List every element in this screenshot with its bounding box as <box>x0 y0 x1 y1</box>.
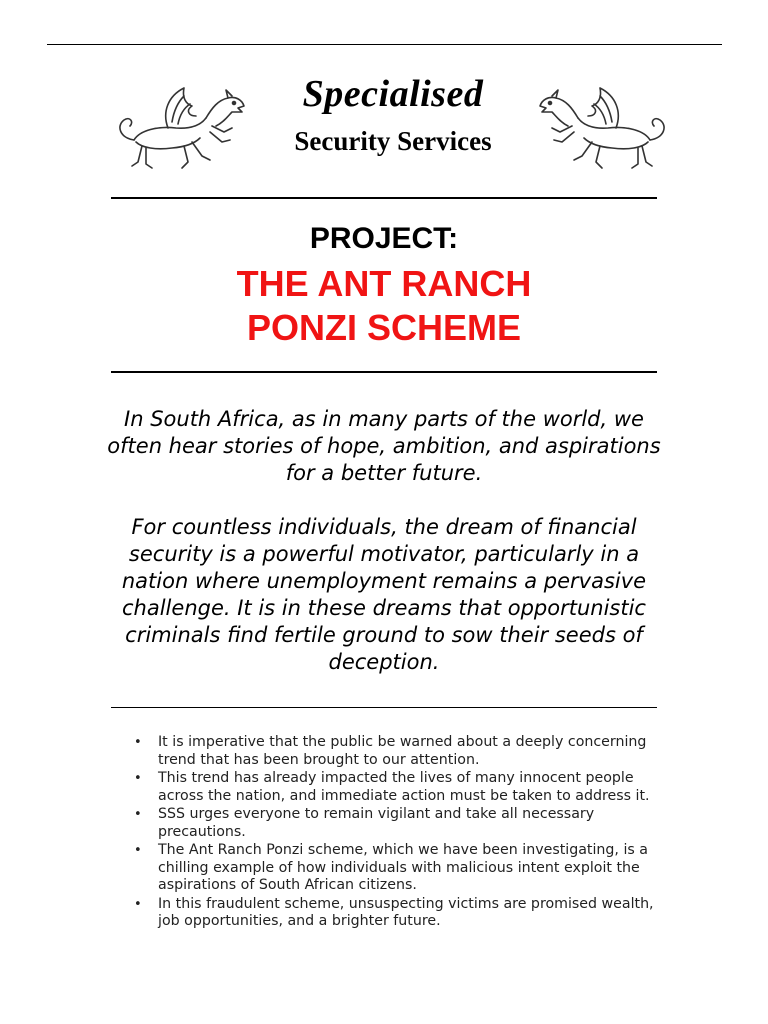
intro-paragraph: In South Africa, as in many parts of the world, we often hear stories of hope, ambition, and aspirations for a better future. <box>107 407 661 485</box>
intro-text <box>100 406 668 703</box>
bullet-list <box>130 734 660 932</box>
griffin-icon <box>112 82 254 172</box>
divider <box>111 371 657 373</box>
bullet-icon: • <box>134 896 142 912</box>
griffin-icon <box>530 82 672 172</box>
divider <box>111 707 657 708</box>
logo-subtitle: Security Services <box>294 126 492 156</box>
project-label: PROJECT: <box>309 222 459 255</box>
divider <box>111 197 657 199</box>
logo-title: Specialised <box>302 73 484 115</box>
title-line-1: THE ANT RANCH <box>236 263 532 304</box>
company-logo <box>108 72 660 178</box>
bullet-icon: • <box>134 771 142 786</box>
bullet-icon: • <box>134 735 142 750</box>
list-item: • In this fraudulent scheme, unsuspecting victims are promised wealth, job opportunities, and a brighter future. <box>134 895 654 929</box>
title-line-2: PONZI SCHEME <box>246 307 522 348</box>
page-title <box>0 262 768 350</box>
bullet-icon: • <box>134 843 142 858</box>
list-item: • It is imperative that the public be warned about a deeply concerning trend that has been brought to our attention. <box>134 734 647 768</box>
list-item: • SSS urges everyone to remain vigilant and take all necessary precautions. <box>134 806 595 840</box>
intro-paragraph: For countless individuals, the dream of financial security is a powerful motivator, particularly in a nation where unemployment remains a pervasive challenge. It is in these dreams that opportunistic criminals find fertile ground to sow their seeds of deception. <box>121 515 647 674</box>
list-item: • The Ant Ranch Ponzi scheme, which we have been investigating, is a chilling example of how individuals with malicious intent exploit the aspirations of South African citizens. <box>134 842 648 893</box>
top-rule <box>47 44 722 45</box>
list-item: • This trend has already impacted the lives of many innocent people across the nation, and immediate action must be taken to address it. <box>134 770 650 804</box>
bullet-icon: • <box>134 807 142 822</box>
